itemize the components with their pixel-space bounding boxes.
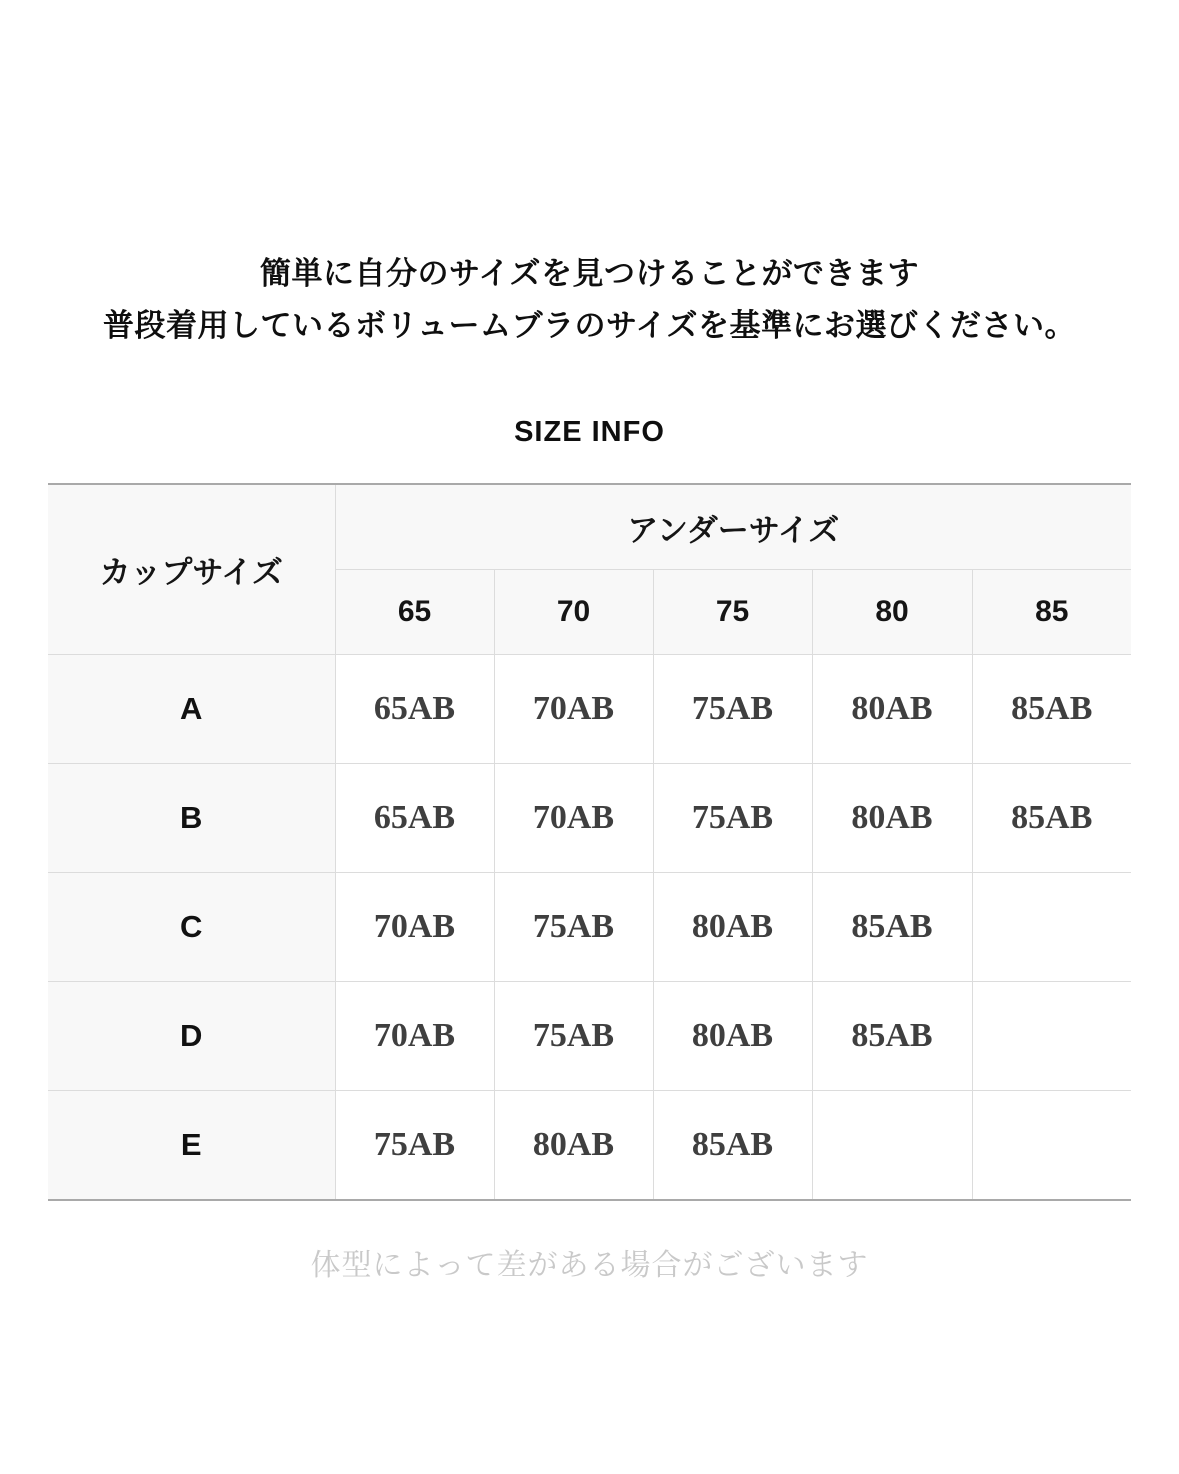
cup-row-label-b: B	[48, 764, 335, 873]
size-cell: 70AB	[494, 764, 653, 873]
intro-text	[0, 248, 1179, 352]
size-cell: 70AB	[494, 655, 653, 764]
intro-line-1: 簡単に自分のサイズを見つけることができます	[259, 256, 920, 291]
table-row-cup-d	[48, 982, 1131, 1091]
under-size-col-70: 70	[494, 570, 653, 655]
size-cell: 70AB	[335, 982, 494, 1091]
size-cell	[972, 982, 1131, 1091]
size-cell: 85AB	[972, 764, 1131, 873]
size-cell: 85AB	[972, 655, 1131, 764]
under-size-col-85: 85	[972, 570, 1131, 655]
table-header-row-group	[48, 484, 1131, 570]
size-cell	[812, 1091, 972, 1200]
size-cell: 80AB	[812, 655, 972, 764]
cup-row-label-d: D	[48, 982, 335, 1091]
size-cell: 80AB	[812, 764, 972, 873]
intro-line-2: 普段着用しているボリュームブラのサイズを基準にお選びください。	[102, 308, 1077, 343]
cup-row-label-c: C	[48, 873, 335, 982]
under-size-col-65: 65	[335, 570, 494, 655]
size-cell: 85AB	[812, 873, 972, 982]
cup-size-header: カップサイズ	[48, 484, 335, 655]
table-row-cup-a	[48, 655, 1131, 764]
size-cell: 80AB	[494, 1091, 653, 1200]
under-size-col-80: 80	[812, 570, 972, 655]
size-cell: 85AB	[653, 1091, 812, 1200]
size-cell: 85AB	[812, 982, 972, 1091]
size-cell: 75AB	[653, 764, 812, 873]
size-cell: 65AB	[335, 764, 494, 873]
table-row-cup-e	[48, 1091, 1131, 1200]
section-title: SIZE INFO	[514, 416, 665, 448]
under-size-header: アンダーサイズ	[335, 484, 1131, 570]
under-size-col-75: 75	[653, 570, 812, 655]
cup-row-label-e: E	[48, 1091, 335, 1200]
size-cell: 75AB	[494, 873, 653, 982]
size-cell: 70AB	[335, 873, 494, 982]
size-cell	[972, 1091, 1131, 1200]
size-cell: 80AB	[653, 873, 812, 982]
table-row-cup-b	[48, 764, 1131, 873]
size-cell: 65AB	[335, 655, 494, 764]
size-cell	[972, 873, 1131, 982]
cup-row-label-a: A	[48, 655, 335, 764]
size-cell: 75AB	[494, 982, 653, 1091]
size-cell: 75AB	[335, 1091, 494, 1200]
size-cell: 75AB	[653, 655, 812, 764]
size-cell: 80AB	[653, 982, 812, 1091]
footnote: 体型によって差がある場合がございます	[310, 1249, 869, 1282]
table-row-cup-c	[48, 873, 1131, 982]
size-table	[48, 483, 1131, 1201]
